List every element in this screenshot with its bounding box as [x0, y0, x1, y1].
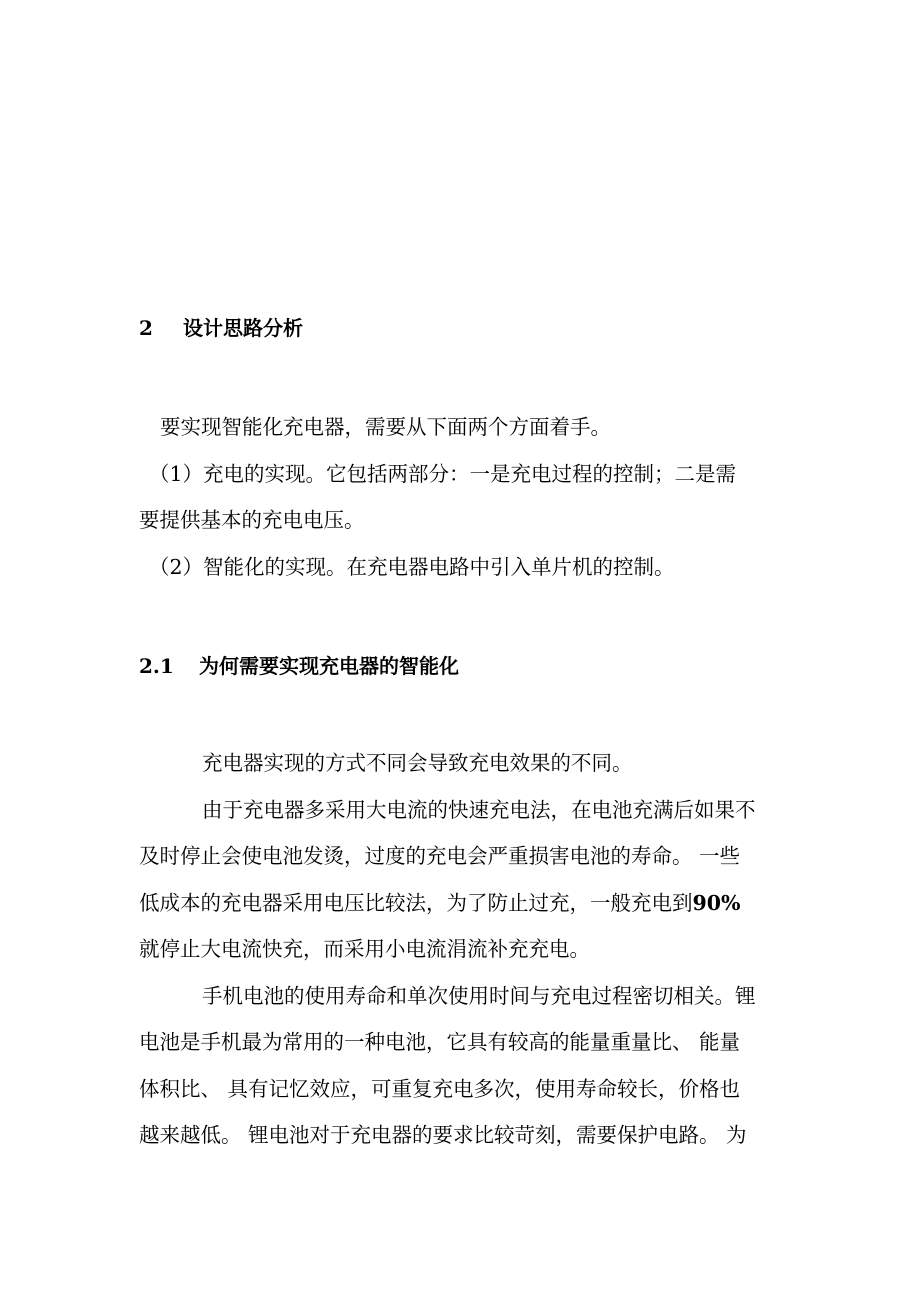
- subsection-title: 为何需要实现充电器的智能化: [199, 654, 459, 678]
- paragraph-1: 充电器实现的方式不同会导致充电效果的不同。: [202, 751, 633, 775]
- intro-paragraph: 要实现智能化充电器，需要从下面两个方面着手。: [160, 415, 611, 439]
- paragraph-2-line-2: 及时停止会使电池发烫，过度的充电会严重损害电池的寿命。 一些: [139, 844, 741, 868]
- section-heading-2-1: [139, 651, 459, 681]
- section-number: 2: [139, 316, 153, 340]
- paragraph-3-line-3: 体积比、 具有记忆效应，可重复充电多次，使用寿命较长，价格也: [139, 1076, 741, 1101]
- list-item-2: （2）智能化的实现。在充电器电路中引入单片机的控制。: [149, 554, 675, 579]
- list-item-1-line-1: （1）充电的实现。它包括两部分：一是充电过程的控制；二是需: [149, 461, 737, 486]
- list-item-1-line-2: 要提供基本的充电电压。: [139, 508, 365, 532]
- paragraph-3-line-2: 电池是手机最为常用的一种电池，它具有较高的能量重量比、 能量: [139, 1030, 741, 1054]
- paragraph-3-line-1: 手机电池的使用寿命和单次使用时间与充电过程密切相关。锂: [202, 983, 756, 1008]
- percentage-value: 90%: [692, 890, 741, 915]
- subsection-number: 2.1: [139, 654, 174, 678]
- section-2-body: [139, 404, 787, 590]
- section-heading-2: [139, 313, 303, 343]
- paragraph-2-line-4: 就停止大电流快充，而采用小电流涓流补充充电。: [139, 937, 590, 961]
- paragraph-2-line-1: 由于充电器多采用大电流的快速充电法，在电池充满后如果不: [202, 797, 756, 822]
- paragraph-3-line-4: 越来越低。 锂电池对于充电器的要求比较苛刻，需要保护电路。 为: [139, 1123, 747, 1147]
- section-title: 设计思路分析: [183, 316, 303, 340]
- paragraph-2-line-3-text: 低成本的充电器采用电压比较法，为了防止过充，一般充电到: [139, 890, 693, 915]
- section-2-1-body: [139, 740, 787, 1159]
- paragraph-2-line-3: [139, 880, 787, 927]
